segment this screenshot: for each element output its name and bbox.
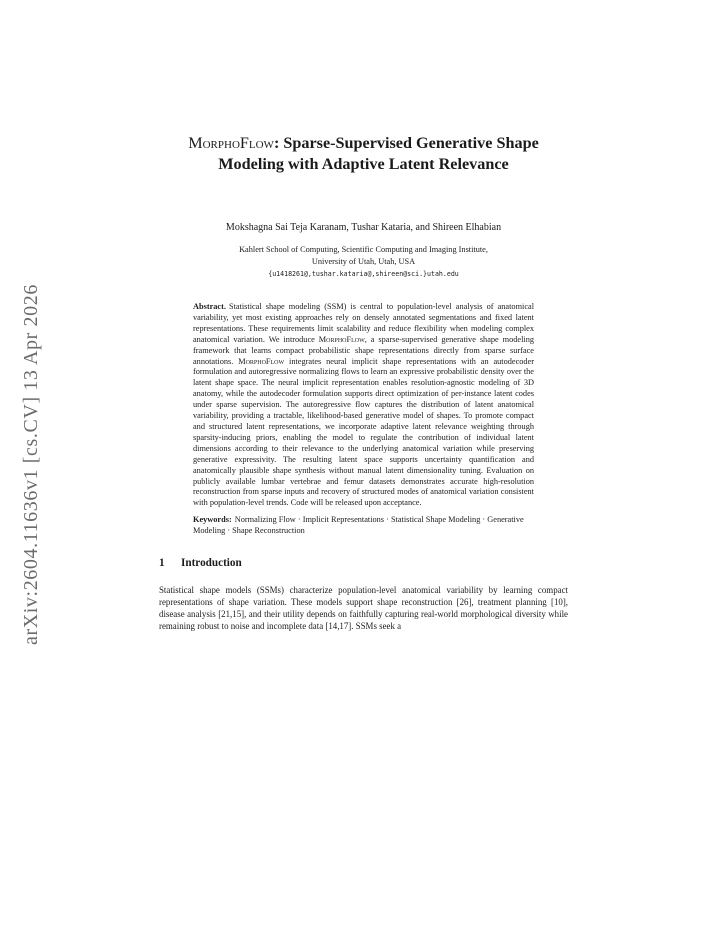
abstract-label: Abstract. <box>193 302 226 311</box>
author-emails: {u1418261@,tushar.kataria@,shireen@sci.}utah.edu <box>268 270 459 278</box>
arxiv-identifier: arXiv:2604.11636v1 [cs.CV] 13 Apr 2026 <box>20 284 42 645</box>
affiliation-line-1: Kahlert School of Computing, Scientific Computing and Imaging Institute, <box>239 245 488 254</box>
paper-title <box>159 133 568 175</box>
affiliation-line-2: University of Utah, Utah, USA <box>311 257 416 266</box>
introduction-paragraph: Statistical shape models (SSMs) characterize population-level anatomical variability by learning compact representations of shape variation. These models support shape reconstruction [26], treatment planning [10], disease analysis [21,15], and their utility depends on faithfully capturing real-world morphological diversity while remaining robust to noise and incomplete data [14,17]. SSMs seek a <box>159 585 568 632</box>
abstract-text-part-3: integrates neural implicit shape representations with an autodecoder formulation and autoregressive normalizing flows to learn an expressive probabilistic density over the latent shape space. The neural implicit representation enables resolution-agnostic modeling of 3D anatomy, while the autodecoder formulation supports direct optimization of per-instance latent codes under sparse supervision. The autoregressive flow captures the distribution of latent anatomical variability, providing a tractable, likelihood-based generative model of shapes. To promote compact and structured latent representations, we incorporate adaptive latent relevance weighting through sparsity-inducing priors, enabling the model to regulate the contribution of individual latent dimensions according to their relevance to the underlying anatomical variation while preserving generative expressivity. The resulting latent space supports uncertainty quantification and anatomically plausible shape synthesis without manual latent dimensionality tuning. Evaluation on publicly available lumbar vertebrae and femur datasets demonstrates accurate high-resolution reconstruction from sparse inputs and recovery of structured modes of anatomical variation consistent with population-level trends. Code will be released upon acceptance. <box>193 356 535 508</box>
abstract-text-part-2: , a sparse-supervised generative shape modeling framework that learns compact probabilistic shape representations directly from sparse surface annotations. <box>193 334 534 366</box>
abstract-text-part-1: Statistical shape modeling (SSM) is central to population-level analysis of anatomical variability, yet most existing approaches rely on densely annotated segmentations and fixed latent representations. These requirements limit scalability and reduce flexibility when modeling complex anatomical variation. We introduce <box>193 302 534 344</box>
abstract <box>193 302 534 509</box>
section-heading-introduction <box>159 556 568 570</box>
abstract-framework-name-2: MorphoFlow <box>238 356 285 366</box>
author-list: Mokshagna Sai Teja Karanam, Tushar Kataria, and Shireen Elhabian <box>225 222 502 233</box>
keywords-label: Keywords: <box>193 515 232 525</box>
title-framework-name: MorphoFlow <box>188 134 274 152</box>
section-number: 1 <box>159 557 165 570</box>
abstract-framework-name-1: MorphoFlow <box>318 334 365 344</box>
keywords <box>193 515 534 537</box>
section-title: Introduction <box>181 557 242 570</box>
keywords-text: Normalizing Flow · Implicit Representations · Statistical Shape Modeling · Generative Modeling · Shape Reconstruction <box>193 515 524 536</box>
paper-page <box>159 133 568 632</box>
title-rest: : Sparse-Supervised Generative Shape Modeling with Adaptive Latent Relevance <box>218 134 539 173</box>
